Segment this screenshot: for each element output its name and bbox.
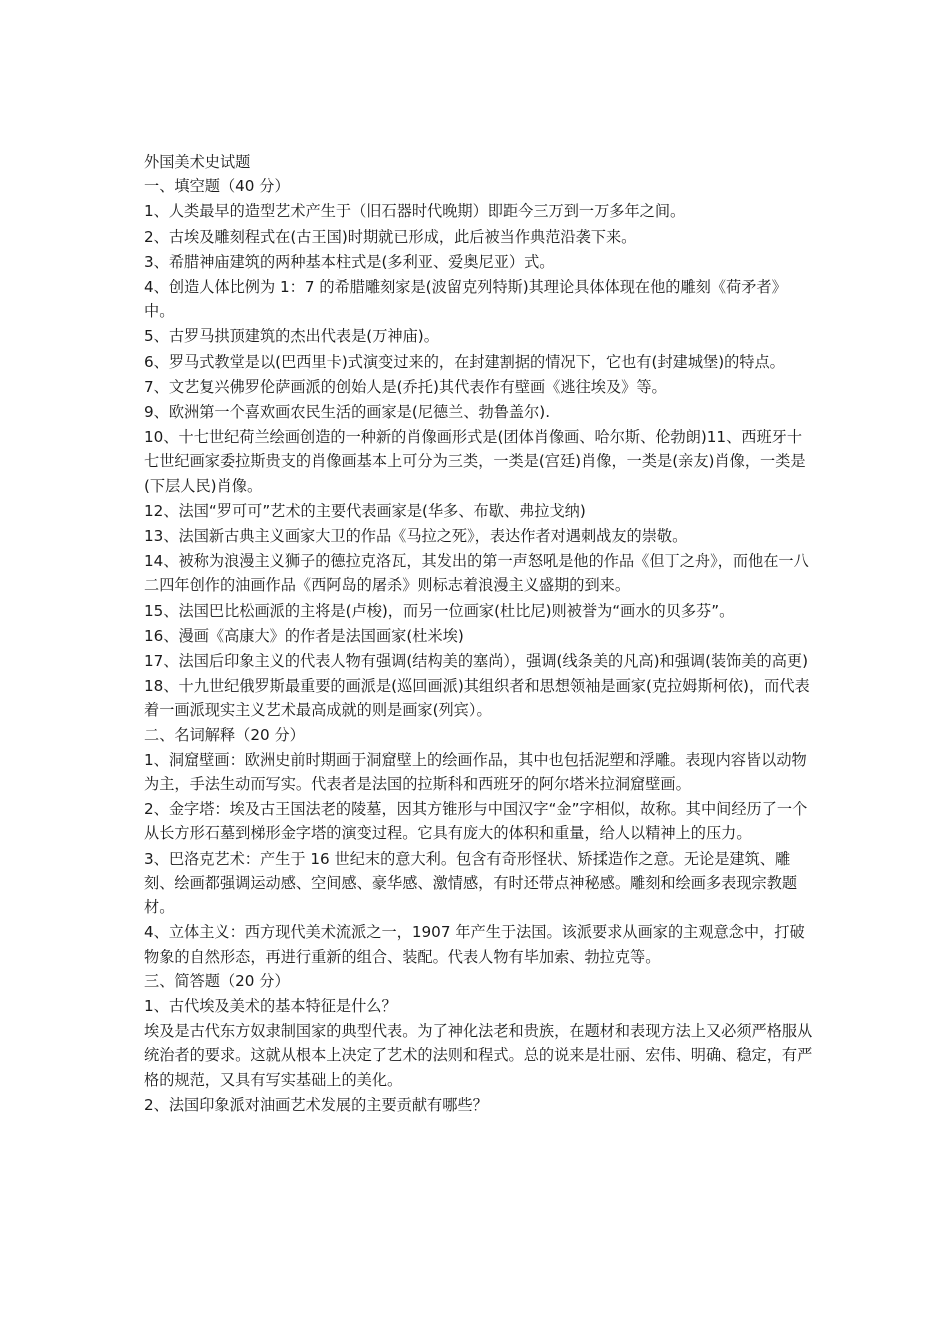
question-item: 18、十九世纪俄罗斯最重要的画派是(巡回画派)其组织者和思想领袖是画家(克拉姆斯柯依)，而代表着一画派现实主义艺术最高成就的则是画家(列宾）。 — [144, 677, 810, 720]
question-item: 9、欧洲第一个喜欢画农民生活的画家是(尼德兰、勃鲁盖尔). — [144, 403, 551, 422]
term-item: 1、洞窟壁画：欧洲史前时期画于洞窟壁上的绘画作品，其中也包括泥塑和浮雕。表现内容皆以动物为主，手法生动而写实。代表者是法国的拉斯科和西班牙的阿尔塔米拉洞窟壁画。 — [144, 750, 807, 794]
question-item: 4、创造人体比例为 1：7 的希腊雕刻家是(波留克列特斯)其理论具体体现在他的雕刻《荷矛者》中。 — [144, 278, 787, 321]
question-item: 13、法国新古典主义画家大卫的作品《马拉之死》，表达作者对遇刺战友的崇敬。 — [144, 527, 688, 546]
question-item: 1、人类最早的造型艺术产生于（旧石器时代晚期）即距今三万到一万多年之间。 — [144, 202, 686, 221]
short-answer-text: 埃及是古代东方奴隶制国家的典型代表。为了神化法老和贵族，在题材和表现方法上又必须严格服从统治者的要求。这就从根本上决定了艺术的法则和程式。总的说来是壮丽、宏伟、明确、稳定，有严格的规范，又具有写实基础上的美化。 — [144, 1022, 813, 1089]
question-item: 5、古罗马拱顶建筑的杰出代表是(万神庙)。 — [144, 327, 439, 346]
question-item: 14、被称为浪漫主义狮子的德拉克洛瓦，其发出的第一声怒吼是他的作品《但丁之舟》，而他在一八二四年创作的油画作品《西阿岛的屠杀》则标志着浪漫主义盛期的到来。 — [144, 552, 809, 595]
question-item: 2、古埃及雕刻程式在(古王国)时期就已形成，此后被当作典范沿袭下来。 — [144, 227, 637, 246]
term-item: 2、金字塔：埃及古王国法老的陵墓，因其方锥形与中国汉字“金”字相似，故称。其中间经历了一个从长方形石墓到梯形金字塔的演变过程。它具有庞大的体积和重量，给人以精神上的压力。 — [144, 800, 808, 843]
short-answer-question: 2、法国印象派对油画艺术发展的主要贡献有哪些？ — [144, 1095, 488, 1114]
question-item: 15、法国巴比松画派的主将是(卢梭)，而另一位画家(杜比尼)则被誉为“画水的贝多芬”。 — [144, 601, 735, 620]
section-heading: 二、名词解释（20 分） — [144, 725, 305, 744]
question-item: 10、十七世纪荷兰绘画创造的一种新的肖像画形式是(团体肖像画、哈尔斯、伦勃朗)11、西班牙十七世纪画家委拉斯贵支的肖像画基本上可分为三类，一类是(宫廷)肖像，一类是(亲友)肖像，一类是(下层人民)肖像。 — [144, 428, 806, 495]
question-item: 6、罗马式教堂是以(巴西里卡)式演变过来的，在封建割据的情况下，它也有(封建城堡)的特点。 — [144, 352, 785, 371]
short-answer-question: 1、古代埃及美术的基本特征是什么？ — [144, 996, 397, 1015]
section-heading: 一、填空题（40 分） — [144, 177, 290, 196]
question-item: 17、法国后印象主义的代表人物有强调(结构美的塞尚），强调(线条美的凡高)和强调(装饰美的高更) — [144, 652, 809, 671]
question-item: 16、漫画《高康大》的作者是法国画家(杜米埃) — [144, 626, 464, 645]
section-heading: 三、简答题（20 分） — [144, 971, 290, 990]
document-page — [144, 150, 814, 1117]
term-item: 4、立体主义：西方现代美术流派之一，1907 年产生于法国。该派要求从画家的主观意念中，打破物象的自然形态，再进行重新的组合、装配。代表人物有毕加索、勃拉克等。 — [144, 923, 805, 966]
question-item: 7、文艺复兴佛罗伦萨画派的创始人是(乔托)其代表作有壁画《逃往埃及》等。 — [144, 377, 667, 396]
document-title: 外国美术史试题 — [144, 153, 251, 171]
question-item: 3、希腊神庙建筑的两种基本柱式是(多利亚、爱奥尼亚）式。 — [144, 252, 555, 271]
term-item: 3、巴洛克艺术：产生于 16 世纪末的意大利。包含有奇形怪状、矫揉造作之意。无论是建筑、雕刻、绘画都强调运动感、空间感、豪华感、激情感，有时还带点神秘感。雕刻和绘画多表现宗教题材。 — [144, 849, 798, 917]
question-item: 12、法国“罗可可”艺术的主要代表画家是(华多、布歇、弗拉戈纳) — [144, 501, 586, 520]
